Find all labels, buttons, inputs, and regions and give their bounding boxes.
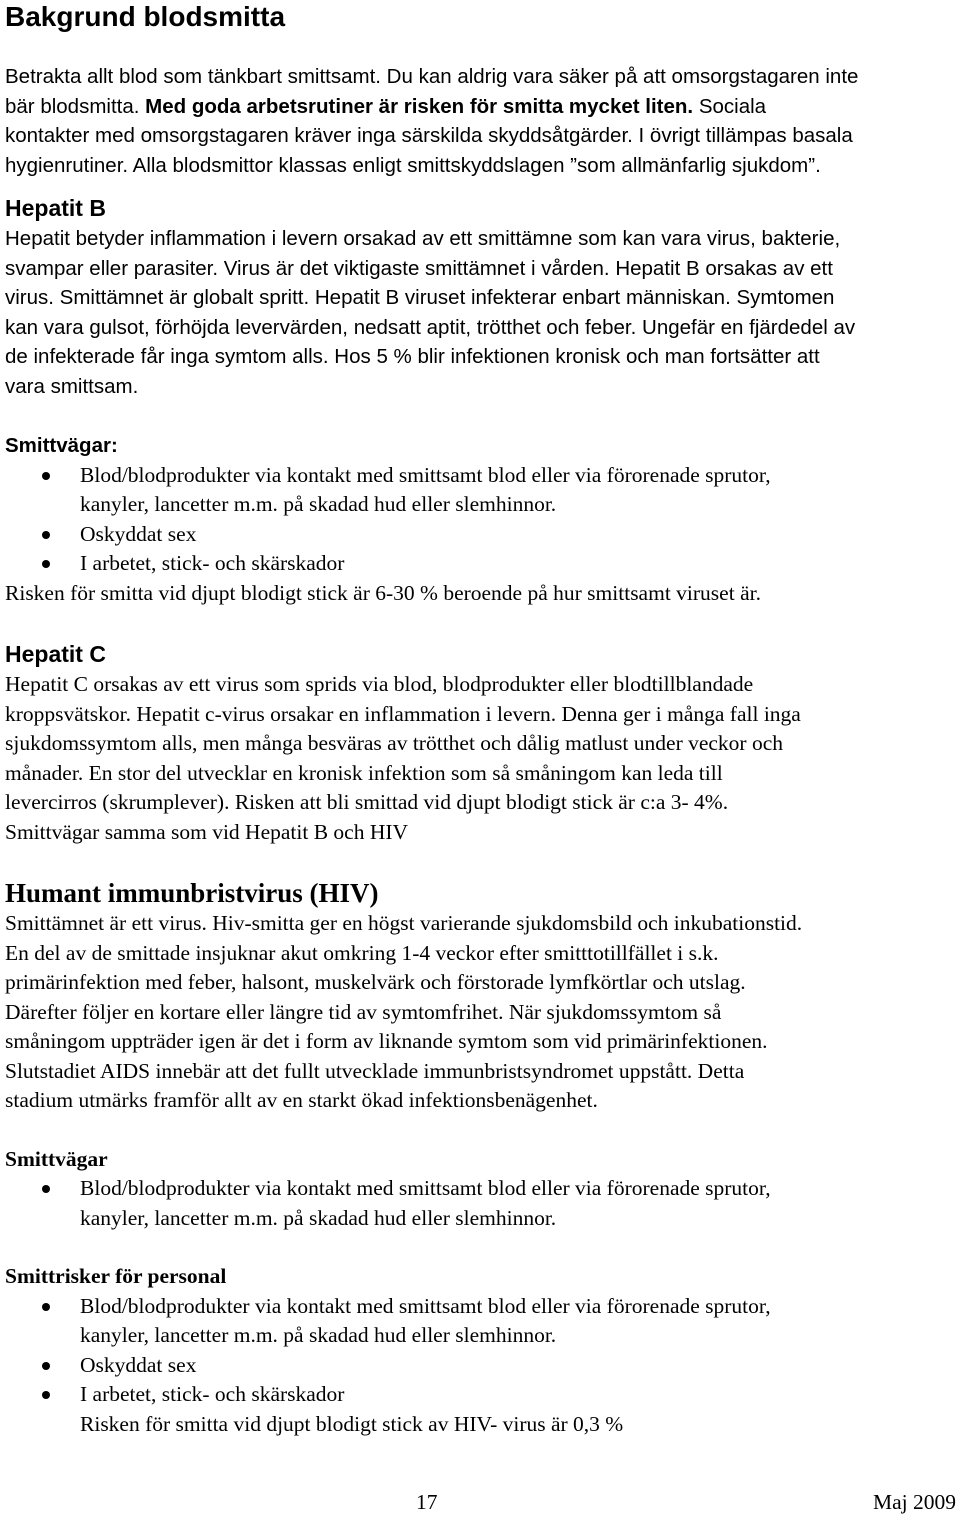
text-line	[5, 92, 950, 122]
bold-text-run: Med goda arbetsrutiner är risken för smitta mycket liten.	[145, 94, 694, 118]
text-line: småningom uppträder igen är det i form av liknande symtom som vid primärinfektionen.	[5, 1029, 768, 1053]
text-line: Betrakta allt blod som tänkbart smittsamt. Du kan aldrig vara säker på att omsorgstagaren inte	[5, 65, 859, 88]
hepatit-b-paragraph	[5, 224, 950, 401]
bullet-icon	[42, 1391, 50, 1399]
text-line: virus. Smittämnet är globalt spritt. Hepatit B viruset infekterar enbart människan. Symtomen	[5, 286, 835, 309]
hiv-heading: Humant immunbristvirus (HIV)	[5, 878, 379, 908]
list-item	[5, 1351, 950, 1381]
page-footer	[0, 1490, 960, 1520]
hiv-ways-heading: Smittvägar	[5, 1146, 108, 1171]
text-line: Oskyddat sex	[80, 521, 197, 546]
hepatit-c-paragraph	[5, 670, 950, 847]
text-line: Smittvägar samma som vid Hepatit B och HIV	[5, 819, 409, 844]
text-line: En del av de smittade insjuknar akut omkring 1-4 veckor efter smitttotillfället i s.k.	[5, 940, 719, 965]
text-line: kanyler, lancetter m.m. på skadad hud eller slemhinnor.	[80, 1205, 557, 1230]
text-run: Sociala	[693, 94, 767, 118]
text-line: stadium utmärks framför allt av en starkt ökad infektionsbenägenhet.	[5, 1088, 598, 1112]
bullet-icon	[42, 531, 50, 539]
hepatit-c-heading: Hepatit C	[5, 641, 106, 667]
document-page	[5, 0, 950, 1439]
staff-risk-heading: Smittrisker för personal	[5, 1264, 227, 1288]
hepatit-b-ways-heading: Smittvägar:	[5, 434, 118, 457]
bullet-icon	[42, 560, 50, 568]
text-line: I arbetet, stick- och skärskador	[80, 1382, 345, 1406]
list-item	[5, 1174, 950, 1233]
footer-date: Maj 2009	[872, 1490, 956, 1514]
list-item	[5, 520, 950, 550]
text-line: Slutstadiet AIDS innebär att det fullt utvecklade immunbristsyndromet uppstått. Detta	[5, 1058, 745, 1083]
page-title: Bakgrund blodsmitta	[5, 1, 286, 32]
intro-paragraph	[5, 62, 950, 180]
hiv-paragraph	[5, 909, 950, 1116]
text-line: I arbetet, stick- och skärskador	[80, 551, 345, 575]
text-line: kanyler, lancetter m.m. på skadad hud eller slemhinnor.	[80, 1323, 557, 1347]
text-line: levercirros (skrumplever). Risken att bli smittad vid djupt blodigt stick är c:a 3- 4%.	[5, 790, 729, 814]
hepatit-b-heading: Hepatit B	[5, 195, 106, 221]
bullet-icon	[42, 1185, 50, 1193]
list-item	[5, 1292, 950, 1351]
text-line: månader. En stor del utvecklar en kronisk infektion som så småningom kan leda till	[5, 760, 723, 785]
text-line: svampar eller parasiter. Virus är det viktigaste smittämnet i vården. Hepatit B orsakas av ett	[5, 256, 833, 280]
text-line: kan vara gulsot, förhöjda levervärden, nedsatt aptit, trötthet och feber. Ungefär en fjärdedel av	[5, 315, 856, 339]
text-line: primärinfektion med feber, halsont, muskelvärk och förstorade lymfkörtlar och utslag.	[5, 970, 746, 994]
hepatit-b-ways-list	[5, 461, 950, 579]
bullet-icon	[42, 472, 50, 480]
staff-risk-list	[5, 1292, 950, 1440]
text-line: Smittämnet är ett virus. Hiv-smitta ger en högst varierande sjukdomsbild och inkubationstid.	[5, 911, 803, 935]
text-line: Risken för smitta vid djupt blodigt stick av HIV- virus är 0,3 %	[80, 1411, 624, 1436]
hiv-ways-list	[5, 1174, 950, 1233]
text-line: hygienrutiner. Alla blodsmittor klassas enligt smittskyddslagen ”som allmänfarlig sjukdom”.	[5, 153, 821, 177]
text-line: Blod/blodprodukter via kontakt med smittsamt blod eller via förorenade sprutor,	[80, 1293, 771, 1318]
text-line: kanyler, lancetter m.m. på skadad hud eller slemhinnor.	[80, 492, 557, 516]
text-line: Därefter följer en kortare eller längre tid av symtomfrihet. När sjukdomssymtom så	[5, 999, 722, 1024]
text-line: Blod/blodprodukter via kontakt med smittsamt blod eller via förorenade sprutor,	[80, 462, 771, 487]
text-line: Hepatit C orsakas av ett virus som sprids via blod, blodprodukter eller blodtillblandade	[5, 672, 754, 696]
text-line: sjukdomssymtom alls, men många besväras av trötthet och dålig matlust under veckor och	[5, 731, 784, 755]
list-item	[5, 461, 950, 520]
text-line: Oskyddat sex	[80, 1352, 197, 1377]
list-item	[5, 549, 950, 579]
list-item	[5, 1380, 950, 1439]
text-line: Blod/blodprodukter via kontakt med smittsamt blod eller via förorenade sprutor,	[80, 1176, 771, 1200]
page-number: 17	[416, 1490, 438, 1514]
text-line: kontakter med omsorgstagaren kräver inga särskilda skyddsåtgärder. I övrigt tillämpas basala	[5, 124, 853, 147]
bullet-icon	[42, 1303, 50, 1311]
text-line: vara smittsam.	[5, 374, 139, 398]
text-line: kroppsvätskor. Hepatit c-virus orsakar en inflammation i levern. Denna ger i många fall inga	[5, 701, 801, 726]
hepatit-b-risk: Risken för smitta vid djupt blodigt stick är 6-30 % beroende på hur smittsamt viruset är.	[5, 580, 761, 605]
text-line: de infekterade får inga symtom alls. Hos 5 % blir infektionen kronisk och man fortsätter att	[5, 345, 820, 368]
bullet-icon	[42, 1362, 50, 1370]
text-run: bär blodsmitta.	[5, 94, 146, 118]
text-line: Hepatit betyder inflammation i levern orsakad av ett smittämne som kan vara virus, bakterie,	[5, 227, 841, 250]
